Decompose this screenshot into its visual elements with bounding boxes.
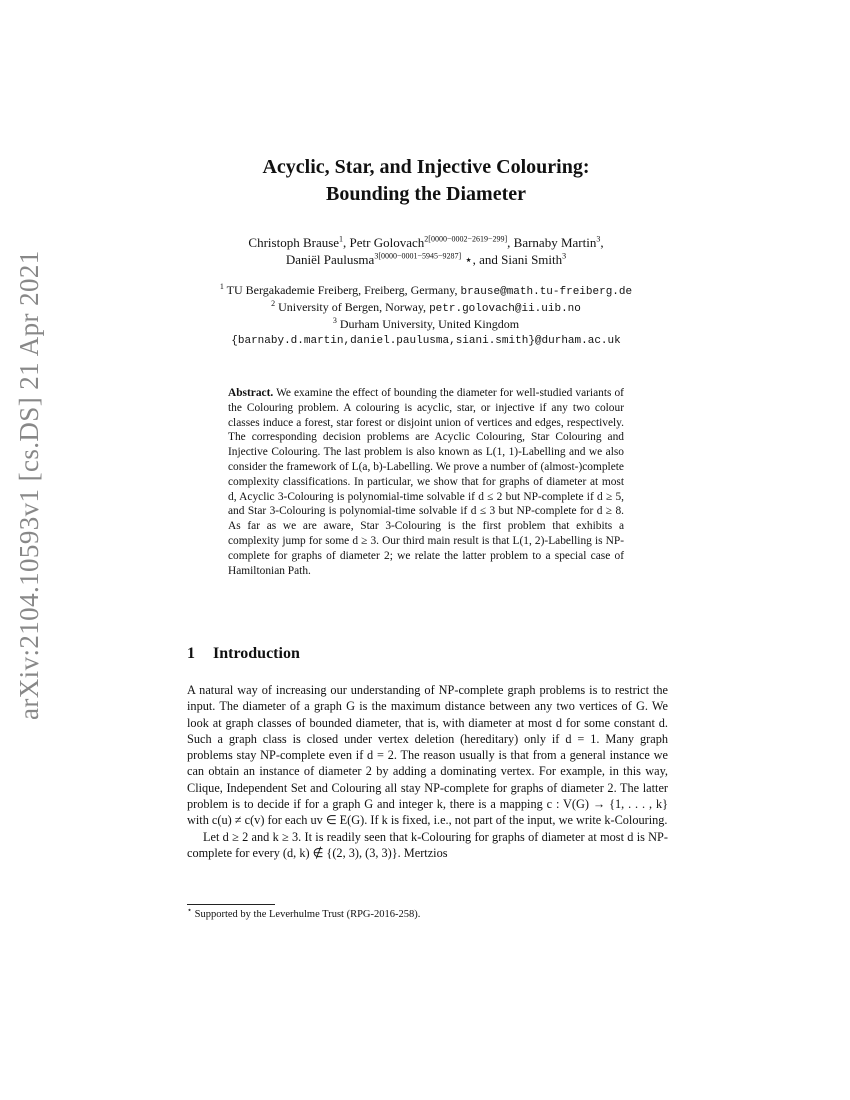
footnote-mark: ⋆: [187, 905, 193, 915]
author-separator: ,: [600, 235, 604, 250]
paper-title: [186, 154, 666, 208]
section-title: Introduction: [213, 645, 300, 662]
author-paulusma: Daniël Paulusma: [285, 252, 375, 267]
footnote-text: Supported by the Leverhulme Trust (RPG-2016-258).: [192, 909, 421, 920]
author-golovach-orcid: 2[0000−0002−2619−299]: [424, 234, 508, 244]
footnote-star-marker: ⋆: [461, 252, 473, 267]
author-list: [186, 234, 666, 268]
author-smith-affil: 3: [562, 251, 567, 261]
email-durham[interactable]: {barnaby.d.martin,daniel.paulusma,siani.smith}@durham.ac.uk: [231, 335, 621, 347]
author-martin-affil: 3: [596, 234, 601, 244]
author-brause-affil: 1: [339, 234, 344, 244]
section-heading: [187, 645, 318, 663]
affiliation-1-text: TU Bergakademie Freiberg, Freiberg, Germany,: [223, 283, 461, 297]
affiliation-1-number: 1: [219, 282, 224, 291]
abstract: [228, 386, 624, 578]
author-line-2: [186, 251, 666, 268]
affiliation-3: [186, 317, 666, 332]
intro-paragraph-1: A natural way of increasing our understanding of NP-complete graph problems is to restrict the input. The diameter of a graph G is the maximum distance between any two vertices of G. We look at graph classes of bounded diameter, that is, with diameter at most d for some constant d. Such a graph class is closed under vertex deletion (hereditary) only if d = 1. Many graph problems stay NP-complete even if d = 2. The reason usually is that from a general instance we can obtain an instance of diameter 2 by adding a dominating vertex. For example, in this way, Clique, Independent Set and Colouring all stay NP-complete for graphs of diameter 2. The latter problem is to decide if for a graph G and integer k, there is a mapping c : V(G) → {1, . . . , k} with c(u) ≠ c(v) for each uv ∈ E(G). If k is fixed, i.e., not part of the input, we write k-Colouring.: [187, 683, 668, 828]
affiliation-3-email-line: [186, 332, 666, 349]
affiliation-3-number: 3: [332, 316, 337, 325]
arxiv-sidebar: [0, 0, 90, 1100]
author-golovach: , Petr Golovach: [343, 235, 425, 250]
email-golovach[interactable]: petr.golovach@ii.uib.no: [429, 303, 581, 315]
section-number: 1: [187, 645, 195, 662]
affiliations: [186, 283, 666, 349]
abstract-text: We examine the effect of bounding the diameter for well-studied variants of the Colouring problem. A colouring is acyclic, star, or injective if any two colour classes induce a forest, star forest or disjoint union of vertices and edges, respectively. The corresponding decision problems are Acyclic Colouring, Star Colouring and Injective Colouring. The last problem is also known as L(1, 1)-Labelling and we also consider the framework of L(a, b)-Labelling. We prove a number of (almost-)complete complexity classifications. In particular, we show that for graphs of diameter at most d, Acyclic 3-Colouring is polynomial-time solvable if d ≤ 2 but NP-complete if d ≥ 5, and Star 3-Colouring is polynomial-time solvable if d ≤ 3 but NP-complete for d ≥ 8. As far as we are aware, Star 3-Colouring is the first problem that exhibits a complexity jump for some d ≥ 3. Our third main result is that L(1, 2)-Labelling is NP-complete for graphs of diameter 2; we relate the latter problem to a special case of Hamiltonian Path.: [228, 387, 624, 577]
affiliation-2: [186, 300, 666, 317]
intro-paragraph-2: Let d ≥ 2 and k ≥ 3. It is readily seen that k-Colouring for graphs of diameter at most d is NP-complete for every (d, k) ∉ {(2, 3), (3, 3)}. Mertzios: [187, 829, 668, 860]
footnote-rule: [187, 904, 275, 905]
affiliation-3-text: Durham University, United Kingdom: [336, 317, 520, 331]
introduction-body: [187, 682, 668, 861]
affiliation-2-text: University of Bergen, Norway,: [275, 300, 430, 314]
arxiv-identifier: arXiv:2104.10593v1 [cs.DS] 21 Apr 2021: [14, 250, 44, 720]
affiliation-1: [186, 283, 666, 300]
abstract-label: Abstract.: [228, 387, 274, 399]
email-brause[interactable]: brause@math.tu-freiberg.de: [460, 286, 633, 298]
author-martin: , Barnaby Martin: [507, 235, 597, 250]
author-smith: , and Siani Smith: [472, 252, 563, 267]
title-line-2: Bounding the Diameter: [326, 183, 526, 205]
author-brause: Christoph Brause: [248, 235, 340, 250]
author-paulusma-orcid: 3[0000−0001−5945−9287]: [374, 251, 462, 261]
author-line-1: [186, 234, 666, 251]
title-line-1: Acyclic, Star, and Injective Colouring:: [262, 156, 590, 178]
affiliation-2-number: 2: [271, 299, 276, 308]
footnote: [187, 905, 421, 920]
